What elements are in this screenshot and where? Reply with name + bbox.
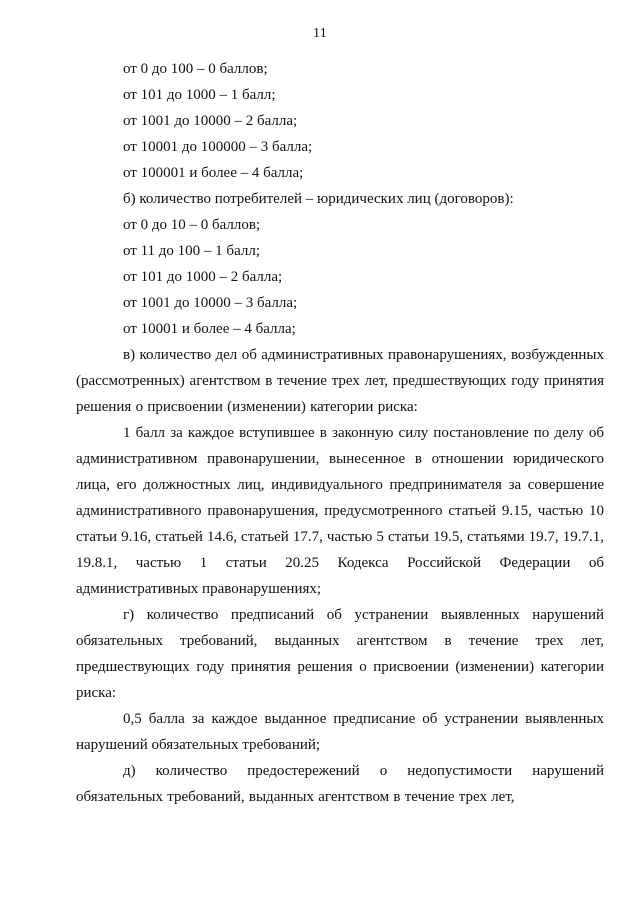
score-line: от 11 до 100 – 1 балл; (123, 243, 260, 259)
score-rule-v: 1 балл за каждое вступившее в законную силу постановление по делу об административном правонарушении, вынесенное в отношении юридического лица, его должностных лиц, индивидуального предпринимателя за совершение административного правонарушения, предусмотренного статьей 9.15, частью 10 статьи 9.16, статьей 14.6, статьей 17.7, частью 5 статьи 19.5, статьями 19.7, 19.7.1, 19.8.1, частью 1 статьи 20.25 Кодекса Российской Федерации об административных правонарушениях; (76, 425, 604, 597)
section-paragraph-g: г) количество предписаний об устранении выявленных нарушений обязательных требований, выданных агентством в течение трех лет, предшествующих году принятия решения о присвоении (изменении) категории риска: (76, 607, 604, 701)
score-line: от 100001 и более – 4 балла; (123, 165, 304, 181)
score-line: от 101 до 1000 – 2 балла; (123, 269, 283, 285)
score-rule-g: 0,5 балла за каждое выданное предписание об устранении выявленных нарушений обязательных требований; (76, 711, 604, 753)
score-line: от 0 до 10 – 0 баллов; (123, 217, 261, 233)
page-number: 11 (312, 26, 328, 41)
section-paragraph-v: в) количество дел об административных правонарушениях, возбужденных (рассмотренных) агентством в течение трех лет, предшествующих году принятия решения о присвоении (изменении) категории риска: (76, 347, 604, 415)
document-body (76, 56, 604, 810)
score-line: от 0 до 100 – 0 баллов; (123, 61, 268, 77)
score-line: от 10001 до 100000 – 3 балла; (123, 139, 313, 155)
score-line: от 10001 и более – 4 балла; (123, 321, 296, 337)
score-line: от 1001 до 10000 – 3 балла; (123, 295, 298, 311)
score-line: от 1001 до 10000 – 2 балла; (123, 113, 298, 129)
section-heading-b: б) количество потребителей – юридических лиц (договоров): (123, 191, 514, 207)
score-line: от 101 до 1000 – 1 балл; (123, 87, 276, 103)
section-paragraph-d: д) количество предостережений о недопустимости нарушений обязательных требований, выданных агентством в течение трех лет, (76, 763, 604, 805)
